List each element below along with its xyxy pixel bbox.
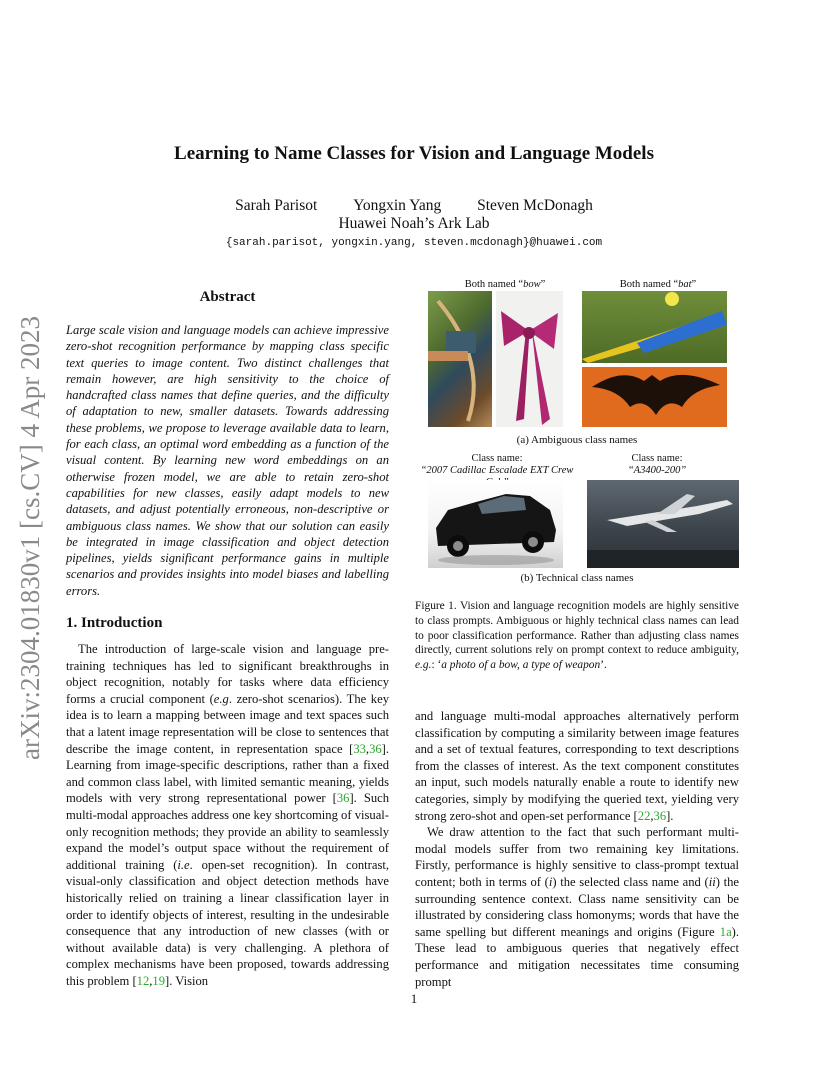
- cadillac-car-image: [428, 480, 563, 568]
- body-paragraph: We draw attention to the fact that such performant multi-modal models suffer from two remaining key limitations. Firstly, performance is highly sensitive to class-prompt textual content; both in terms of (i) the selected class name and (ii) the surrounding sentence context. Class name sensitivity can be illustrated by considering class homonyms; words that have the same spelling but different meanings and origins (Figure 1a). These lead to ambiguous queries that negatively effect performance and mitigation necessitates time consuming prompt: [415, 825, 739, 989]
- figure-caption: Figure 1. Vision and language recognition models are highly sensitive to class prompts. Ambiguous or highly technical class names can lead to poor classification performance. Rather than adjusting class names directly, current solutions rely on prompt context to reduce ambiguity, e.g.: ‘a photo of a bow, a type of weapon’.: [415, 600, 739, 672]
- author-name: Yongxin Yang: [353, 197, 442, 214]
- author-list: [0, 197, 828, 215]
- ribbon-bow-image: [496, 291, 563, 427]
- subfigure-caption-b: (b) Technical class names: [520, 572, 634, 584]
- figure-reference-link[interactable]: 1a: [719, 924, 732, 939]
- page-number: 1: [410, 991, 418, 1006]
- airplane-image: [587, 480, 739, 568]
- baseball-bat-image: [582, 291, 727, 363]
- citation-link[interactable]: 36: [653, 808, 667, 823]
- citation-link[interactable]: 22: [637, 808, 651, 823]
- intro-paragraph: The introduction of large-scale vision and language pre-training techniques has led to significant breakthroughs in object recognition, notably for tasks where data efficiency forms a crucial component (e.g. zero-shot scenarios). The key idea is to learn a mapping between image and text spaces such that a latent image representation will be close to sentences that describe the image content, in representation space [33,36]. Learning from image-specific descriptions, rather than a fixed and common class label, with limited semantic meaning, yields models with very strong representational power [36]. Such multi-modal approaches address one key shortcoming of visual-only recognition methods; they provide an ability to seamlessly expand the model’s output space without the requirement of additional training (i.e. open-set recognition). In contrast, visual-only classification and object detection methods have historically relied on training a linear classification layer in order to identify objects of interest, resulting in the undesirable consequence that any introduction of new classes (with or without available data) is very challenging. A plethora of complex mechanisms have been proposed, towards addressing this problem [12,19]. Vision: [66, 642, 390, 988]
- citation-link[interactable]: 12: [136, 973, 150, 988]
- author-name: Steven McDonagh: [477, 197, 593, 214]
- citation-link[interactable]: 19: [152, 973, 165, 988]
- figure-label-bat: Both named “bat”: [619, 279, 697, 290]
- arxiv-stamp: arXiv:2304.01830v1 [cs.CV] 4 Apr 2023: [15, 316, 45, 760]
- citation-link[interactable]: 36: [336, 791, 350, 806]
- abstract-heading: Abstract: [199, 289, 256, 305]
- citation-link[interactable]: 33: [353, 741, 366, 756]
- subfigure-caption-a: (a) Ambiguous class names: [516, 434, 638, 446]
- figure-label-car: Class name: “2007 Cadillac Escalade EXT Crew: [420, 453, 574, 476]
- affiliation: Huawei Noah’s Ark Lab: [338, 215, 490, 232]
- body-paragraph: and language multi-modal approaches alternatively perform classification by computing a similarity between image features and a set of textual features, corresponding to text descriptions from the classes of interest. As the text component constitutes an input, such models naturally enable a route to identify new categories, simply by modifying the queried text, yielding very strong zero-shot and open-set performance [22,36].: [415, 709, 739, 823]
- author-emails: {sarah.parisot, yongxin.yang, steven.mcdonagh}@huawei.com: [225, 237, 603, 249]
- intro-body: [66, 641, 389, 989]
- author-name: Sarah Parisot: [235, 197, 318, 214]
- intro-heading: 1. Introduction: [66, 615, 163, 631]
- right-column-body: [415, 708, 739, 990]
- bat-animal-image: [582, 367, 727, 427]
- figure-label-plane: Class name: “A3400-200”: [627, 453, 687, 476]
- paper-title: Learning to Name Classes for Vision and Language Models: [174, 143, 654, 164]
- figure-label-bow: Both named “bow”: [464, 279, 546, 290]
- abstract-text: Large scale vision and language models can achieve impressive zero-shot recognition performance by mapping class specific text queries to image content. Two distinct challenges that remain however, are high sensitivity to the choice of handcrafted class names that define queries, and the difficulty of adaptation to new, smaller datasets. Towards addressing these problems, we propose to leverage available data to learn, for each class, an optimal word embedding as a function of the visual content. By learning new word embeddings on an otherwise frozen model, we are able to retain zero-shot capabilities for new classes, easily adapt models to new datasets, and adjust potentially erroneous, non-descriptive or ambiguous class names. We show that our solution can easily be integrated in image classification and object detection pipelines, yields significant performance gains in multiple scenarios and provides insights into model biases and labelling errors.: [66, 323, 389, 598]
- archery-bow-image: [428, 291, 492, 427]
- citation-link[interactable]: 36: [369, 741, 382, 756]
